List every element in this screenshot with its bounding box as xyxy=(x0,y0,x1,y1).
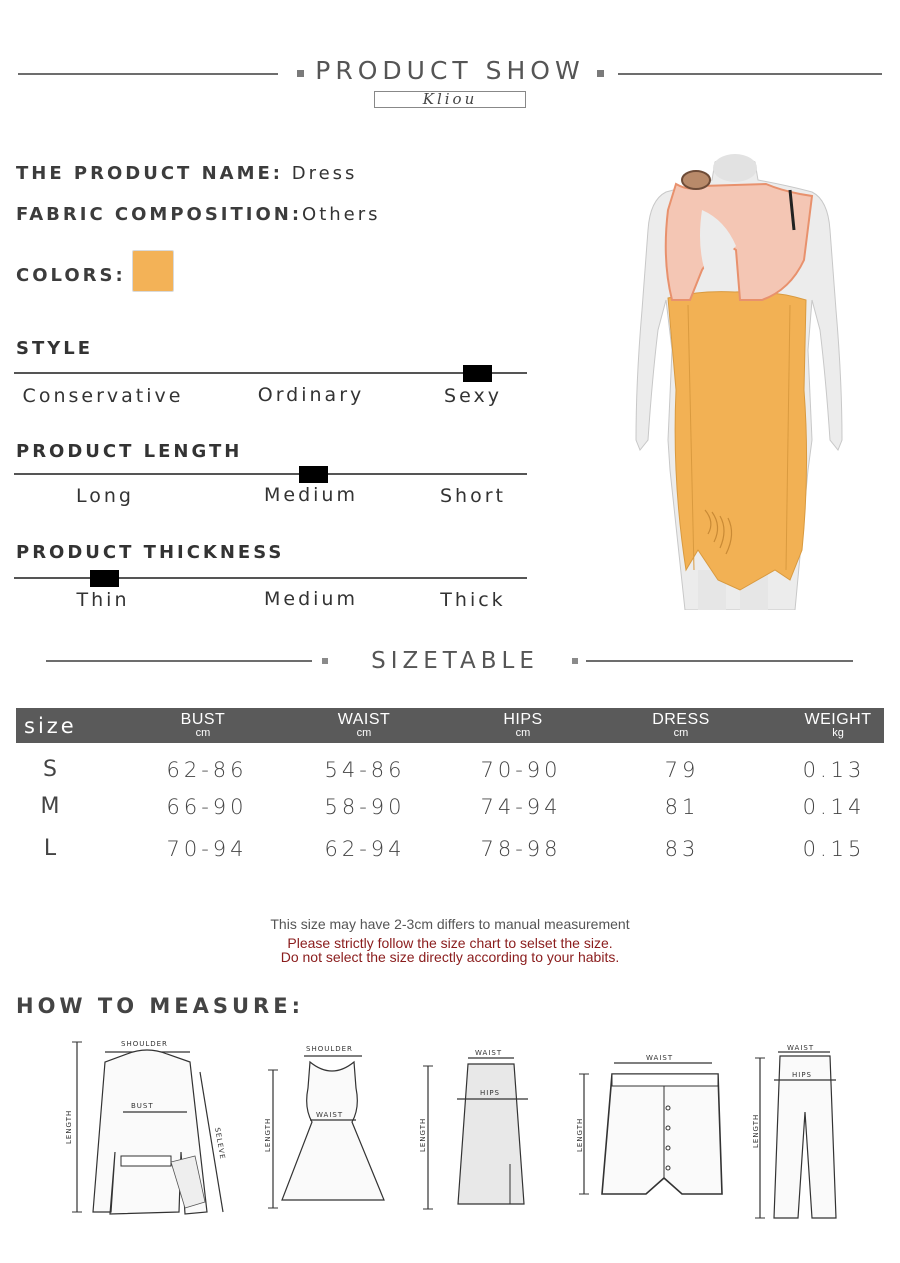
sizetable-dot-right xyxy=(572,658,578,664)
sizetable-rule-left xyxy=(46,660,312,662)
mannequin-neck xyxy=(713,154,757,182)
cell-hips: 78-98 xyxy=(480,837,562,861)
shorts-waist-label: WAIST xyxy=(646,1054,674,1062)
column-hips-unit: cm xyxy=(515,727,531,739)
cell-dress: 79 xyxy=(664,758,700,782)
fabric-value: Others xyxy=(302,204,381,225)
cell-waist: 62-94 xyxy=(324,837,406,861)
cell-weight: 0.15 xyxy=(802,837,866,861)
style-marker xyxy=(463,365,492,382)
style-option-sexy: Sexy xyxy=(444,385,502,407)
pants-diagram xyxy=(748,1040,863,1225)
dress-length-label: LENGTH xyxy=(264,1117,272,1152)
thickness-marker xyxy=(90,570,119,587)
cell-hips: 70-90 xyxy=(480,758,562,782)
size-header: size xyxy=(24,714,77,738)
jacket-bust-label: BUST xyxy=(131,1102,154,1110)
product-name-value: Dress xyxy=(282,163,358,184)
header-rule-left xyxy=(18,73,278,75)
fabric-composition xyxy=(16,204,381,225)
size-table-header xyxy=(16,708,884,743)
pants-waist-label: WAIST xyxy=(787,1044,815,1052)
cell-dress: 81 xyxy=(664,795,700,819)
row-size-label: M xyxy=(40,794,60,819)
product-name xyxy=(16,163,357,184)
shorts-diagram xyxy=(572,1048,747,1208)
cell-weight: 0.14 xyxy=(802,795,866,819)
jacket-shoulder-label: SHOULDER xyxy=(121,1040,168,1048)
header-dot-left xyxy=(297,70,304,77)
sizetable-title: SIZETABLE xyxy=(371,648,539,674)
product-name-label: THE PRODUCT NAME: xyxy=(16,163,283,184)
size-warning-2: Do not select the size directly according to your habits. xyxy=(280,949,620,965)
thickness-option-medium: Medium xyxy=(264,588,358,610)
jacket-diagram xyxy=(55,1032,240,1222)
dress-buckle xyxy=(682,171,710,189)
column-header-dress xyxy=(621,708,741,743)
column-hips-name: HIPS xyxy=(503,711,543,728)
jacket-sleeve-label: SELEVE xyxy=(213,1126,227,1161)
column-header-hips xyxy=(463,708,583,743)
brand-label: Kliou xyxy=(374,91,526,108)
cell-bust: 70-94 xyxy=(166,837,248,861)
style-option-ordinary: Ordinary xyxy=(257,384,365,406)
length-option-medium: Medium xyxy=(264,484,358,506)
column-header-weight xyxy=(778,708,898,743)
skirt-hips-label: HIPS xyxy=(480,1089,500,1097)
column-header-waist xyxy=(304,708,424,743)
style-title: STYLE xyxy=(16,338,94,359)
skirt-waist-label: WAIST xyxy=(475,1049,503,1057)
thickness-option-thick: Thick xyxy=(440,589,506,611)
column-weight-unit: kg xyxy=(832,727,844,739)
column-waist-unit: cm xyxy=(356,727,372,739)
page-title: PRODUCT SHOW xyxy=(315,56,585,85)
shorts-length-label: LENGTH xyxy=(576,1117,584,1152)
length-marker xyxy=(299,466,328,483)
color-swatch-orange[interactable] xyxy=(132,250,174,292)
cell-bust: 62-86 xyxy=(166,758,248,782)
size-warning-1: Please strictly follow the size chart to selset the size. xyxy=(287,935,613,951)
cell-bust: 66-90 xyxy=(166,795,248,819)
length-option-long: Long xyxy=(76,485,134,507)
colors-label: COLORS: xyxy=(16,265,126,286)
cell-hips: 74-94 xyxy=(480,795,562,819)
cell-weight: 0.13 xyxy=(802,758,866,782)
sizetable-rule-right xyxy=(586,660,853,662)
row-size-label: S xyxy=(43,757,57,782)
column-header-bust xyxy=(143,708,263,743)
thickness-option-thin: Thin xyxy=(76,589,130,611)
cell-dress: 83 xyxy=(664,837,700,861)
pants-length-label: LENGTH xyxy=(752,1113,760,1148)
length-scale-line xyxy=(14,473,527,475)
pants-hips-label: HIPS xyxy=(792,1071,812,1079)
colors-row xyxy=(16,265,126,286)
header-dot-right xyxy=(597,70,604,77)
skirt-diagram xyxy=(412,1044,542,1216)
thickness-title: PRODUCT THICKNESS xyxy=(16,542,285,563)
column-dress-name: DRESS xyxy=(652,711,710,728)
product-photo xyxy=(590,150,880,610)
cell-waist: 58-90 xyxy=(324,795,406,819)
header-rule-right xyxy=(618,73,882,75)
column-bust-name: BUST xyxy=(180,711,226,728)
column-waist-name: WAIST xyxy=(337,711,391,728)
column-bust-unit: cm xyxy=(195,727,211,739)
size-note: This size may have 2-3cm differs to manual measurement xyxy=(270,916,630,932)
length-title: PRODUCT LENGTH xyxy=(16,441,243,462)
fabric-label: FABRIC COMPOSITION: xyxy=(16,204,303,225)
how-to-measure-title: HOW TO MEASURE: xyxy=(16,994,304,1018)
column-dress-unit: cm xyxy=(673,727,689,739)
row-size-label: L xyxy=(43,836,57,861)
skirt-length-label: LENGTH xyxy=(419,1117,427,1152)
dress-shoulder-label: SHOULDER xyxy=(306,1045,353,1053)
style-option-conservative: Conservative xyxy=(22,385,184,407)
column-weight-name: WEIGHT xyxy=(804,711,872,728)
dress-waist-label: WAIST xyxy=(316,1111,344,1119)
dress-diagram xyxy=(260,1040,395,1215)
style-scale-line xyxy=(14,372,527,374)
jacket-length-label: LENGTH xyxy=(65,1109,73,1144)
cell-waist: 54-86 xyxy=(324,758,406,782)
length-option-short: Short xyxy=(440,485,506,507)
sizetable-dot-left xyxy=(322,658,328,664)
